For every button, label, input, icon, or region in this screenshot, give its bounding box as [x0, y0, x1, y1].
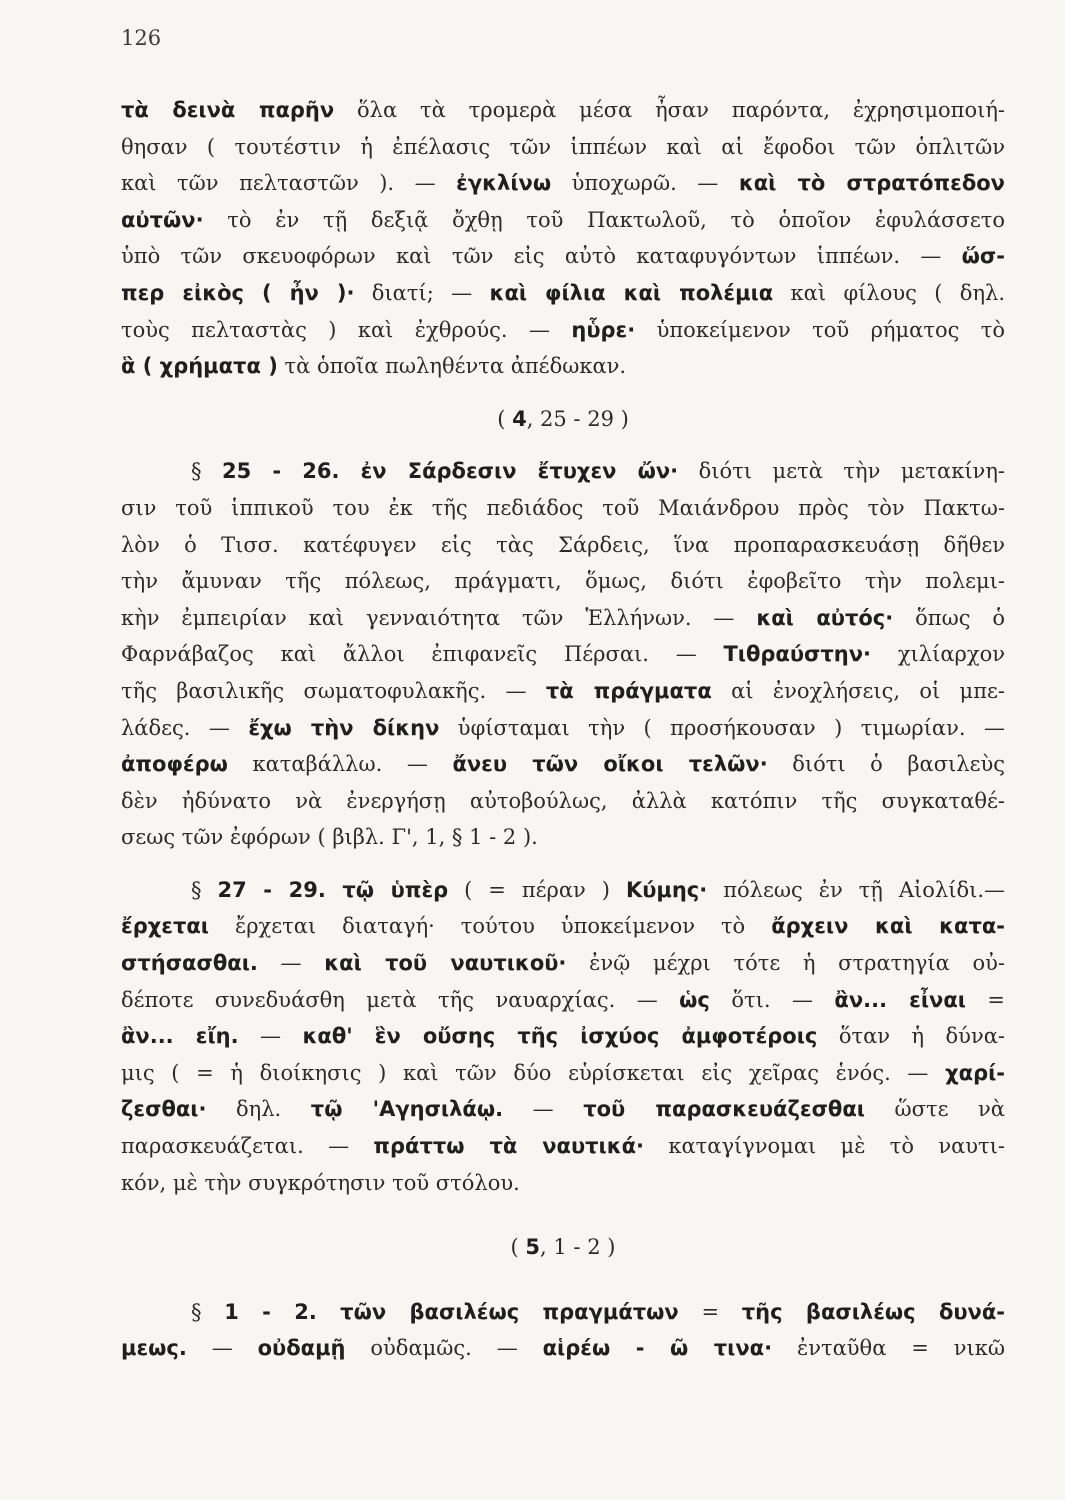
text-line [121, 129, 1005, 166]
bold-term: τὰ δεινὰ παρῆν [121, 98, 335, 122]
text-run: ὥστε νὰ [864, 1097, 1005, 1122]
bold-term: μεως. [121, 1336, 187, 1361]
text-run: μις ( = ἡ διοίκησις ) καὶ τῶν δύο εὑρίσκεται εἰς χεῖρας ἑνός. — [121, 1060, 946, 1085]
text-run: Φαρνάβαζος καὶ ἄλλοι ἐπιφανεῖς Πέρσαι. — [121, 642, 724, 667]
text-line [121, 1091, 1005, 1128]
bold-term: Κύμης· [625, 877, 708, 902]
bold-term: ἂν... εἴη. [121, 1024, 239, 1049]
text-line [121, 746, 1005, 783]
text-run: ( [497, 406, 513, 431]
text-run: διατί; — [354, 280, 490, 305]
text-line [121, 710, 1005, 747]
bold-term: καθ' ἓν οὔσης τῆς ἰσχύος ἀμφοτέροις [302, 1024, 818, 1049]
text-run: ὅτι. — [709, 987, 835, 1012]
text-run: χιλίαρχον [871, 642, 1005, 667]
bold-term: ἃ ( χρήματα ) [121, 354, 278, 379]
text-run: λάδες. — [121, 715, 249, 740]
text-line [121, 819, 1005, 856]
text-run: τῆς βασιλικῆς σωματοφυλακῆς. — [121, 678, 546, 703]
bold-term: περ εἰκὸς ( ἦν )· [121, 280, 355, 305]
text-run: κὴν ἐμπειρίαν καὶ γενναιότητα τῶν Ἑλλήνων. — [121, 605, 757, 630]
bold-term: τῆς βασιλέως δυνά- [741, 1299, 1005, 1324]
text-line [121, 1294, 1005, 1331]
text-run: § [191, 459, 223, 484]
bold-term: πράττω τὰ ναυτικά· [373, 1134, 645, 1159]
text-run: ὅπως ὁ [893, 605, 1005, 630]
text-run: — [238, 1024, 303, 1049]
text-run: δηλ. [206, 1097, 311, 1122]
text-run: διότι μετὰ τὴν μετακίνη- [678, 459, 1005, 484]
text-line [121, 165, 1005, 202]
text-line [121, 92, 1005, 129]
text-line [121, 527, 1005, 564]
text-line [121, 636, 1005, 673]
text-run: ἐνταῦθα = νικῶ [772, 1336, 1006, 1361]
text-run: — [503, 1097, 584, 1122]
text-run: § [191, 877, 218, 902]
text-run: = [678, 1299, 742, 1324]
text-run: καὶ φίλους ( δηλ. [773, 280, 1006, 305]
text-line [121, 348, 1005, 385]
text-run: ὑποχωρῶ. — [551, 171, 739, 196]
text-line [121, 1330, 1005, 1367]
text-run: καὶ τῶν πελταστῶν ). — [121, 171, 457, 196]
text-run: § [191, 1299, 225, 1324]
bold-term: ἄρχειν καὶ κατα- [771, 914, 1006, 939]
text-run: τὴν ἄμυναν τῆς πόλεως, πράγματι, ὅμως, διότι ἐφοβεῖτο τὴν πολεμι- [121, 569, 1005, 594]
bold-term: ὥσ- [961, 244, 1005, 269]
text-run: οὐδαμῶς. — [345, 1336, 543, 1361]
bold-term: καὶ τοῦ ναυτικοῦ· [324, 951, 567, 976]
text-run: ἔρχεται διαταγή· τούτου ὑποκείμενον τὸ [208, 914, 772, 939]
bold-term: ὡς [679, 987, 710, 1012]
bold-term: τὰ πράγματα [545, 678, 712, 703]
bold-term: καὶ αὐτός· [756, 605, 894, 630]
text-line [121, 600, 1005, 637]
text-run: ὑπὸ τῶν σκευοφόρων καὶ τῶν εἰς αὐτὸ καταφυγόντων ἱππέων. — [121, 244, 962, 269]
bold-term: ηὗρε· [571, 317, 636, 342]
bold-term: 25 - 26. ἐν Σάρδεσιν ἔτυχεν ὤν· [222, 459, 679, 484]
text-run: , 25 - 29 ) [526, 406, 629, 431]
text-line [121, 945, 1005, 982]
text-line [121, 275, 1005, 312]
bold-term: 1 - 2. τῶν βασιλέως πραγμάτων [224, 1299, 679, 1324]
bold-term: ἄνευ τῶν οἴκοι τελῶν· [452, 752, 768, 777]
bold-term: Τιθραύστην· [723, 642, 872, 667]
section-heading [121, 401, 1005, 438]
bold-term: 4 [512, 406, 527, 431]
text-line [121, 1018, 1005, 1055]
text-run: ὅταν ἡ δύνα- [817, 1024, 1005, 1049]
text-line [121, 1128, 1005, 1165]
text-line [121, 238, 1005, 275]
bold-term: καὶ φίλια καὶ πολέμια [489, 280, 774, 305]
text-run: ἐνῷ μέχρι τότε ἡ στρατηγία οὐ- [566, 951, 1005, 976]
text-run: παρασκευάζεται. — [121, 1134, 374, 1159]
text-run: καταγίγνομαι μὲ τὸ ναυτι- [644, 1134, 1005, 1159]
bold-term: αἱρέω - ῶ τινα· [542, 1336, 773, 1361]
bold-term: οὐδαμῇ [257, 1336, 346, 1361]
text-run: διότι ὁ βασιλεὺς [767, 752, 1006, 777]
text-line [121, 908, 1005, 945]
bold-term: ἔρχεται [121, 914, 209, 939]
text-run: , 1 - 2 ) [540, 1235, 616, 1260]
text-line [121, 673, 1005, 710]
text-line [121, 202, 1005, 239]
bold-term: ζεσθαι· [121, 1097, 207, 1122]
bold-term: ἐγκλίνω [456, 171, 552, 196]
text-line [121, 982, 1005, 1019]
text-run: = [965, 987, 1005, 1012]
bold-term: 5 [525, 1235, 541, 1260]
text-line [121, 872, 1005, 909]
text-run: σεως τῶν ἐφόρων ( βιβλ. Γ', 1, § 1 - 2 ). [121, 825, 538, 850]
text-line [121, 563, 1005, 600]
section-heading [121, 1229, 1005, 1266]
bold-term: στήσασθαι. [121, 951, 258, 976]
text-run: ( = πέραν ) [448, 877, 626, 902]
bold-term: ἂν... εἶναι [834, 987, 966, 1012]
page-number: 126 [121, 26, 162, 50]
text-run: ( [510, 1235, 526, 1260]
page-text [121, 92, 1005, 1367]
bold-term: χαρί- [945, 1060, 1005, 1085]
text-run: τὸ ἐν τῇ δεξιᾷ ὄχθῃ τοῦ Πακτωλοῦ, τὸ ὁποῖον ἐφυλάσσετο [203, 207, 1005, 232]
text-run: ὑποκείμενον τοῦ ρήματος τὸ [635, 317, 1005, 342]
bold-term: αὐτῶν· [121, 207, 204, 232]
text-run: ὑφίσταμαι τὴν ( προσήκουσαν ) τιμωρίαν. — [439, 715, 1005, 740]
text-run: καταβάλλω. — [227, 752, 453, 777]
text-run: δέποτε συνεδυάσθη μετὰ τῆς ναυαρχίας. — [121, 987, 680, 1012]
text-run: ὅλα τὰ τρομερὰ μέσα ἦσαν παρόντα, ἐχρησιμοποιή- [334, 98, 1006, 122]
text-line [121, 1055, 1005, 1092]
text-run: — [257, 951, 325, 976]
text-run: τοὺς πελταστὰς ) καὶ ἐχθρούς. — [121, 317, 572, 342]
bold-term: ἔχω τὴν δίκην [248, 715, 440, 740]
text-line [121, 1165, 1005, 1202]
text-run: σιν τοῦ ἱππικοῦ του ἐκ τῆς πεδιάδος τοῦ Μαιάνδρου πρὸς τὸν Πακτω- [121, 495, 1005, 520]
bold-term: ἀποφέρω [121, 752, 228, 777]
bold-term: τῷ 'Αγησιλάῳ. [310, 1097, 504, 1122]
text-run: αἱ ἐνοχλήσεις, οἱ μπε- [711, 678, 1005, 703]
bold-term: καὶ τὸ στρατόπεδον [738, 171, 1005, 196]
text-line [121, 312, 1005, 349]
text-run: — [186, 1336, 258, 1361]
text-line [121, 490, 1005, 527]
text-run: κόν, μὲ τὴν συγκρότησιν τοῦ στόλου. [121, 1170, 520, 1195]
bold-term: τοῦ παρασκευάζεσθαι [583, 1097, 865, 1122]
text-run: λὸν ὁ Τισσ. κατέφυγεν εἰς τὰς Σάρδεις, ἵνα προπαρασκευάσῃ δῆθεν [121, 532, 1005, 557]
text-line [121, 783, 1005, 820]
text-run: δὲν ἠδύνατο νὰ ἐνεργήσῃ αὐτοβούλως, ἀλλὰ κατόπιν τῆς συγκαταθέ- [121, 788, 1005, 813]
text-run: τὰ ὁποῖα πωληθέντα ἀπέδωκαν. [277, 354, 627, 379]
bold-term: 27 - 29. τῷ ὑπὲρ [217, 877, 449, 902]
text-run: πόλεως ἐν τῇ Αἰολίδι.— [707, 877, 1005, 902]
text-run: θησαν ( τουτέστιν ἡ ἐπέλασις τῶν ἱππέων καὶ αἱ ἔφοδοι τῶν ὁπλιτῶν [121, 134, 1005, 159]
text-line [121, 453, 1005, 490]
